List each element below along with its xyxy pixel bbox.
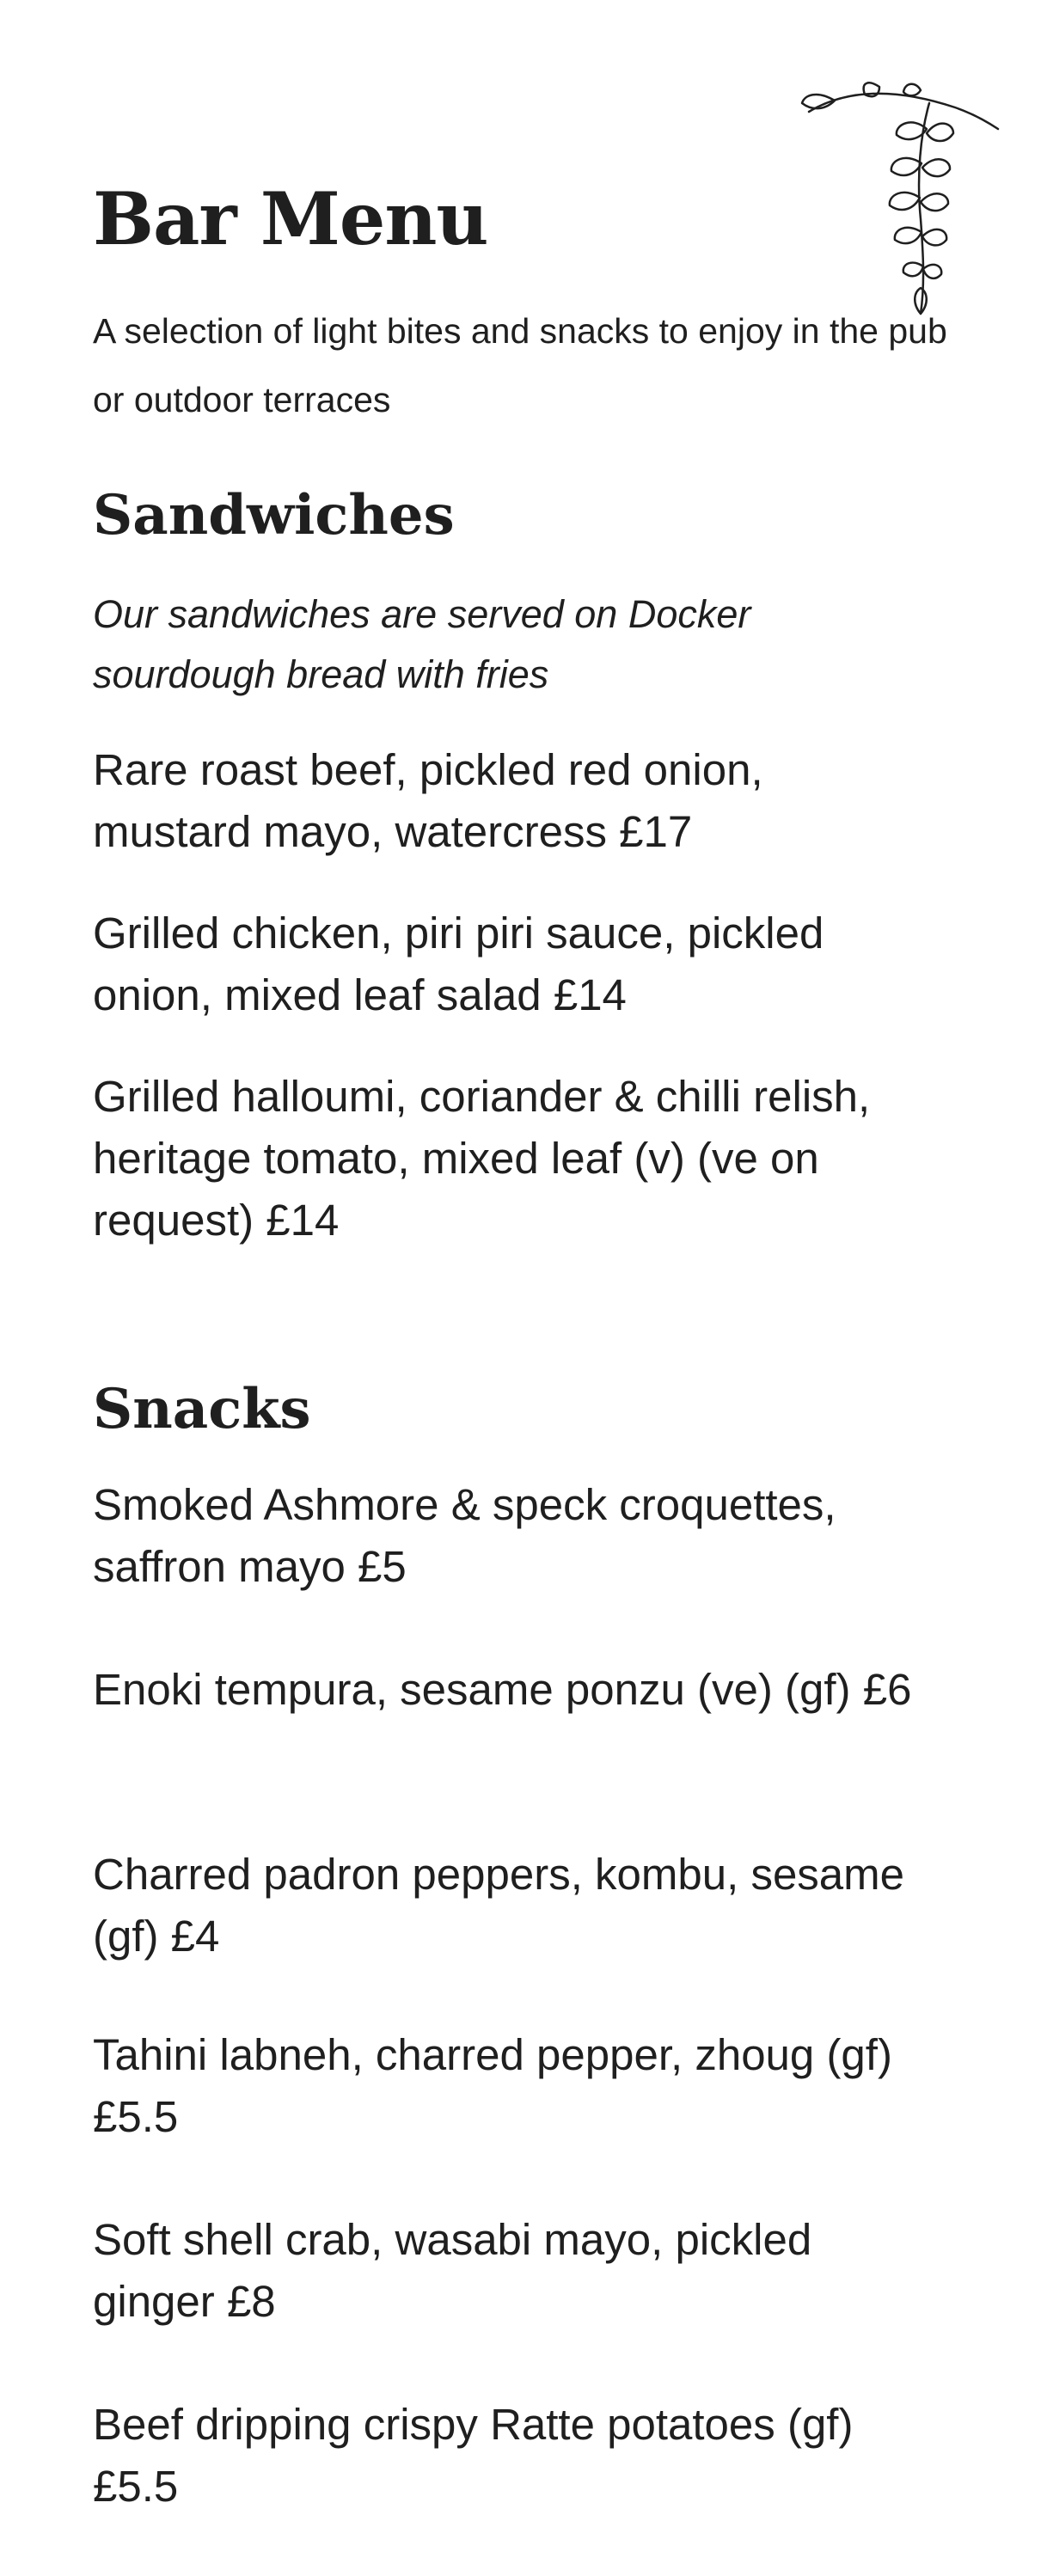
leafy-branch-icon (800, 82, 1007, 322)
menu-item: Grilled halloumi, coriander & chilli relish, heritage tomato, mixed leaf (v) (ve on request) £14 (93, 1072, 871, 1245)
section-note-sandwiches: Our sandwiches are served on Docker sourdough bread with fries (93, 592, 751, 696)
menu-item: Grilled chicken, piri piri sauce, pickled onion, mixed leaf salad £14 (93, 909, 824, 1019)
page-title: Bar Menu (93, 176, 488, 261)
section-heading-snacks: Snacks (93, 1377, 311, 1441)
page-subtitle: A selection of light bites and snacks to enjoy in the pub or outdoor terraces (93, 311, 947, 419)
menu-item: Smoked Ashmore & speck croquettes, saffron mayo £5 (93, 1480, 836, 1591)
menu-item: Charred padron peppers, kombu, sesame (gf) £4 (93, 1850, 905, 1961)
menu-item: Beef dripping crispy Ratte potatoes (gf) £5.5 (93, 2400, 854, 2511)
menu-item: Rare roast beef, pickled red onion, mustard mayo, watercress £17 (93, 745, 763, 856)
menu-item: Enoki tempura, sesame ponzu (ve) (gf) £6 (93, 1665, 912, 1714)
section-heading-sandwiches: Sandwiches (93, 483, 455, 548)
menu-item: Soft shell crab, wasabi mayo, pickled ginger £8 (93, 2215, 812, 2326)
menu-item: Tahini labneh, charred pepper, zhoug (gf) £5.5 (93, 2030, 892, 2141)
